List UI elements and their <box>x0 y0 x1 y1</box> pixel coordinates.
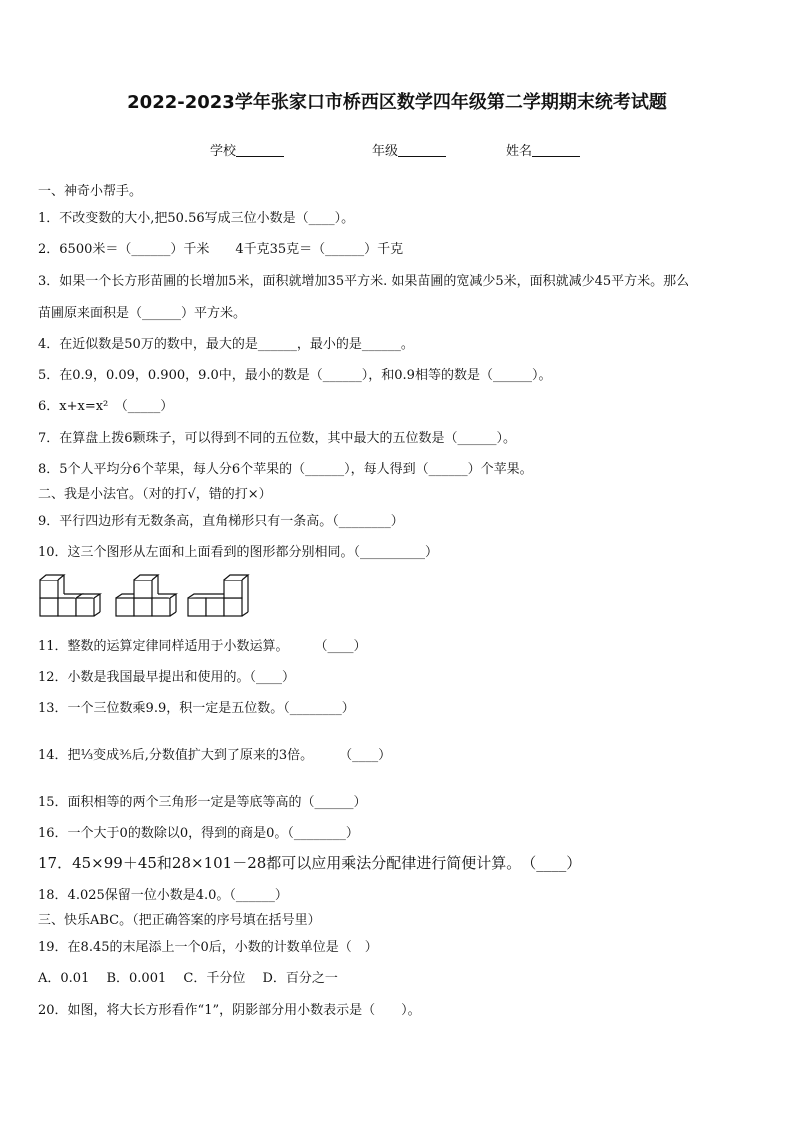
section-heading-1: 一、神奇小帮手。 <box>38 184 143 199</box>
question-7: 7．在算盘上拨6颗珠子，可以得到不同的五位数，其中最大的五位数是（______）。 <box>38 431 517 446</box>
question-10: 10．这三个图形从左面和上面看到的图形都分别相同。（__________） <box>38 545 439 560</box>
question-14: 14．把⅓变成⅗后,分数值扩大到了原来的3倍。 （____） <box>38 748 392 763</box>
question-17: 17．45×99＋45和28×101－28都可以应用乘法分配律进行简便计算。 （____） <box>38 854 582 872</box>
grade-label: 年级 <box>372 144 399 159</box>
school-blank[interactable] <box>236 142 284 157</box>
grade-field[interactable] <box>372 140 446 159</box>
question-1: 1．不改变数的大小,把50.56写成三位小数是（____）。 <box>38 211 355 226</box>
question-20: 20．如图，将大长方形看作“1”，阴影部分用小数表示是（ ）。 <box>38 1003 421 1018</box>
cube-figure-1 <box>40 575 100 616</box>
name-blank[interactable] <box>532 142 580 157</box>
question-19: 19．在8.45的末尾添上一个0后，小数的计数单位是（ ） <box>38 940 378 955</box>
question-4: 4．在近似数是50万的数中，最大的是______，最小的是______。 <box>38 337 414 352</box>
question-3-line-2: 苗圃原来面积是（______）平方米。 <box>38 306 247 321</box>
cube-figure-2 <box>116 575 176 616</box>
page-title: 2022-2023学年张家口市桥西区数学四年级第二学期期末统考试题 <box>127 92 667 113</box>
question-18: 18．4.025保留一位小数是4.0。（______） <box>38 888 288 903</box>
question-9: 9．平行四边形有无数条高，直角梯形只有一条高。（________） <box>38 514 404 529</box>
cube-figure-3 <box>188 575 248 616</box>
school-field[interactable] <box>210 140 284 159</box>
question-11: 11．整数的运算定律同样适用于小数运算。 （____） <box>38 639 367 654</box>
question-8: 8．5个人平均分6个苹果，每人分6个苹果的（______），每人得到（______）个苹果。 <box>38 462 533 477</box>
school-label: 学校 <box>210 144 237 159</box>
question-2: 2．6500米＝（______）千米 4千克35克＝（______）千克 <box>38 242 404 257</box>
name-field[interactable] <box>506 140 580 159</box>
question-6: 6．x+x=x² （_____） <box>38 399 174 414</box>
question-13: 13．一个三位数乘9.9，积一定是五位数。（________） <box>38 701 355 716</box>
cube-figures <box>38 574 258 620</box>
section-heading-2: 二、我是小法官。（对的打√，错的打×） <box>38 487 272 502</box>
question-3-line-1: 3．如果一个长方形苗圃的长增加5米，面积就增加35平方米. 如果苗圃的宽减少5米，面积就减少45平方米。那么 <box>38 274 690 289</box>
grade-blank[interactable] <box>398 142 446 157</box>
name-label: 姓名 <box>506 144 533 159</box>
section-heading-3: 三、快乐ABC。（把正确答案的序号填在括号里） <box>38 913 321 928</box>
question-5: 5．在0.9，0.09，0.900，9.0中，最小的数是（______），和0.9相等的数是（______）。 <box>38 368 552 383</box>
question-12: 12．小数是我国最早提出和使用的。（____） <box>38 670 296 685</box>
question-15: 15．面积相等的两个三角形一定是等底等高的（______） <box>38 795 367 810</box>
question-16: 16．一个大于0的数除以0，得到的商是0。（________） <box>38 826 359 841</box>
question-19-options: A．0.01 B．0.001 C．千分位 D．百分之一 <box>38 971 338 986</box>
